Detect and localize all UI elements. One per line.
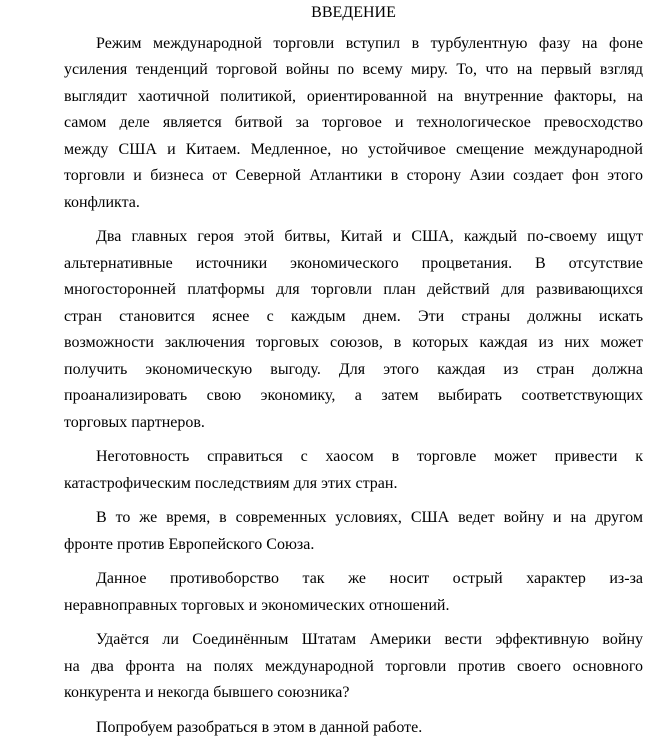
text-line: Данное противоборство так же носит острый характер из-за bbox=[96, 570, 643, 587]
text-line: Удаётся ли Соединённым Штатам Америки вести эффективную войну bbox=[96, 631, 643, 648]
paragraph bbox=[64, 224, 643, 436]
text-line: между США и Китаем. Медленное, но устойчивое смещение международной bbox=[64, 140, 643, 158]
paragraph bbox=[64, 715, 643, 742]
text-line: торговли и бизнеса от Северной Атлантики в сторону Азии создает фон этого bbox=[64, 167, 643, 184]
text-line: конкурента и некогда бывшего союзника? bbox=[64, 684, 350, 701]
text-line: катастрофическим последствиям для этих стран. bbox=[64, 474, 398, 492]
text-line: усиления тенденций торговой войны по всему миру. То, что на первый взгляд bbox=[64, 61, 643, 78]
text-line: неравноправных торговых и экономических отношений. bbox=[64, 596, 450, 614]
text-line: получить экономическую выгоду. Для этого каждая из стран должна bbox=[64, 360, 643, 378]
paragraph bbox=[64, 627, 643, 707]
text-line: Режим международной торговли вступил в турбулентную фазу на фоне bbox=[96, 34, 643, 52]
text-line: Попробуем разобраться в этом в данной работе. bbox=[96, 718, 423, 736]
text-line: торговых партнеров. bbox=[64, 413, 205, 431]
paragraph bbox=[64, 444, 643, 497]
document-body bbox=[64, 31, 643, 742]
text-line: на два фронта на полях международной торговли против своего основного bbox=[64, 657, 643, 675]
text-line: возможности заключения торговых союзов, в которых каждая из них может bbox=[64, 334, 643, 351]
text-line: Два главных героя этой битвы, Китай и США, каждый по-своему ищут bbox=[96, 228, 643, 245]
text-line: выглядит хаотичной политикой, ориентированной на внутренние факторы, на bbox=[64, 87, 643, 105]
text-line: конфликта. bbox=[64, 193, 140, 211]
text-line: самом деле является битвой за торговое и технологическое превосходство bbox=[64, 114, 643, 131]
paragraph bbox=[64, 505, 643, 558]
text-line: альтернативные источники экономического процветания. В отсутствие bbox=[64, 254, 643, 272]
text-line: фронте против Европейского Союза. bbox=[64, 535, 315, 553]
text-line: В то же время, в современных условиях, США ведет войну и на другом bbox=[96, 509, 643, 526]
text-line: проанализировать свою экономику, а затем выбирать соответствующих bbox=[64, 387, 643, 404]
text-line: Неготовность справиться с хаосом в торговле может привести к bbox=[96, 448, 643, 465]
paragraph bbox=[64, 31, 643, 217]
page-title: ВВЕДЕНИЕ bbox=[311, 4, 396, 21]
text-line: многосторонней платформы для торговли план действий для развивающихся bbox=[64, 281, 643, 298]
text-line: стран становится яснее с каждым днем. Эти страны должны искать bbox=[64, 307, 643, 325]
paragraph bbox=[64, 566, 643, 619]
